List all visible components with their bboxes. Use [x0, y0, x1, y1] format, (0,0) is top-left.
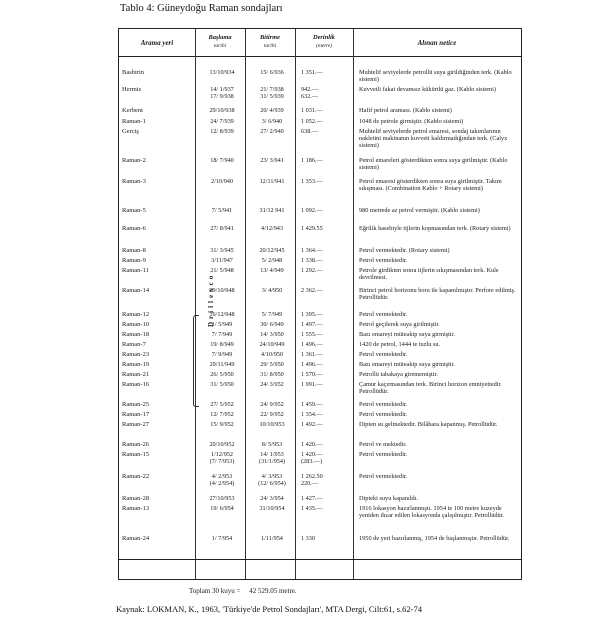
depth-value: 1 351.— — [301, 69, 323, 76]
depth-value: 1 459.— — [301, 401, 323, 408]
end-date: 4/12/943 — [260, 225, 283, 232]
end-date: 24/ 3/954 — [260, 495, 284, 502]
end-date: 4/10/950 — [260, 351, 283, 358]
result-text: Petrol vermektedir. — [359, 411, 408, 418]
result-text: Muhtelif seviyelerde petrollü suya girildiğinden terk. (Kablo sistemi) — [359, 69, 512, 84]
end-date: 1/11/954 — [261, 535, 283, 542]
header-end — [245, 34, 295, 50]
depth-value: 1 427.— — [301, 495, 323, 502]
start-date: 2/10/940 — [210, 178, 233, 185]
depth-value: 1 353.— — [301, 178, 323, 185]
well-name: Raman-19 — [122, 361, 150, 368]
result-text: Petrollü tabakaya girememiştir. — [359, 371, 438, 378]
start-date: 31/ 3/945 — [210, 247, 234, 254]
depth-value: 1 555.— — [301, 331, 323, 338]
start-date: 7/ 9/949 — [211, 351, 233, 358]
depth-value: 1 186.— — [301, 157, 323, 164]
end-date: 4/ 3/953 (12/ 6/954) — [258, 473, 286, 488]
result-text: Petrol vermektedir. — [359, 257, 408, 264]
result-text: Petrol vermektedir. — [359, 311, 408, 318]
end-date: 14/ 3/950 — [260, 331, 284, 338]
depth-value: 1 991.— — [301, 381, 323, 388]
result-text: Petrol vermektedir. — [359, 351, 408, 358]
well-name: Raman-13 — [122, 505, 150, 512]
result-text: Petrole girdikten sonra tijlerin sıkışmasından terk. Kule devrilmesi. — [359, 267, 499, 282]
start-date: 14/ 1/937 17/ 9/938 — [210, 86, 234, 101]
column-divider — [295, 29, 296, 579]
well-name: Raman-24 — [122, 535, 150, 542]
header-start-sub: tarihi — [213, 43, 227, 49]
end-date: 30/ 6/949 — [260, 321, 284, 328]
end-date: 3/ 4/950 — [261, 287, 283, 294]
end-date: 15/ 6/936 — [260, 69, 284, 76]
well-name: Raman-9 — [122, 257, 146, 264]
well-name: Raman-17 — [122, 411, 150, 418]
depth-value: 942.— 632.— — [301, 86, 319, 101]
well-name: Raman-27 — [122, 421, 150, 428]
end-date: 12/11/941 — [259, 178, 285, 185]
result-text: Petrol emaresi gösterdikten sonra suya girilmiştir. Takım sıkışması. (Combination Kablo + Rotary sistemi) — [359, 178, 502, 193]
result-text: Petrol vermektedir. — [359, 451, 408, 458]
depth-value: 1 395.— — [301, 311, 323, 318]
start-date: 7/ 7/949 — [211, 331, 233, 338]
result-text: Eğrilik hasebiyle tijlerin kopmasından terk. (Rotary sistemi) — [359, 225, 511, 232]
depth-value: 1 361.— — [301, 351, 323, 358]
result-text: Dipten su gelmektedir. Bilâhara kapanmış. Petrollüdür. — [359, 421, 498, 428]
end-date: 3/ 6/940 — [261, 118, 283, 125]
end-date: 23/ 3/941 — [260, 157, 284, 164]
end-date: 21/ 7/938 31/ 5/939 — [260, 86, 284, 101]
result-text: Petrol vermektedir. — [359, 401, 408, 408]
well-name: Raman-21 — [122, 371, 150, 378]
depth-value: 1 354.— — [301, 411, 323, 418]
header-name: Arama yeri — [140, 39, 174, 47]
start-date: 27/10/953 — [209, 495, 235, 502]
end-date: 24/ 9/952 — [260, 401, 284, 408]
depth-value: 1 497.— — [301, 321, 323, 328]
result-text: Petrol vermektedir. — [359, 473, 408, 480]
end-date: 27/ 2/940 — [260, 128, 284, 135]
end-date: 31/12 941 — [259, 207, 285, 214]
well-name: Kerbent — [122, 107, 143, 114]
depth-value: 1 092.— — [301, 207, 323, 214]
start-date: 29/10/948 — [209, 287, 235, 294]
end-date: 29/ 5/950 — [260, 361, 284, 368]
well-name: Raman-16 — [122, 381, 150, 388]
result-text: 1048 de petrole girmiştir. (Kablo sistemi) — [359, 118, 464, 125]
start-date: 21/ 5/948 — [210, 267, 234, 274]
start-date: 1/ 7/954 — [211, 535, 233, 542]
header-start-label: Başlama — [208, 34, 232, 41]
result-text: 1950 de yeri hazırlanmış, 1954 de başlanmıştır. Petrollüdür. — [359, 535, 510, 542]
well-name: Raman-5 — [122, 207, 146, 214]
depth-value: 1 496.— — [301, 361, 323, 368]
footer-divider — [119, 559, 521, 560]
header-depth-label: Derinlik — [312, 34, 335, 41]
well-name: Raman-15 — [122, 451, 150, 458]
well-name: Raman-2 — [122, 157, 146, 164]
start-date: 29/11/949 — [209, 361, 235, 368]
end-date: 8/ 5/953 — [261, 441, 283, 448]
total-label: Toplam 30 kuyu = — [189, 587, 241, 595]
result-text: Kuvvetli fakat devamsız kükürtlü gaz. (Kablo sistemi) — [359, 86, 496, 93]
well-name: Raman-10 — [122, 321, 150, 328]
total-line — [189, 587, 297, 595]
end-date: 5/ 2/948 — [261, 257, 283, 264]
header-depth — [295, 34, 353, 50]
well-name: Raman-6 — [122, 225, 146, 232]
depth-value: 1 262.50 220.— — [301, 473, 323, 488]
depth-value: 638.— — [301, 128, 319, 135]
start-date: 16/12/948 — [209, 311, 235, 318]
well-name: Gerciş — [122, 128, 139, 135]
result-text: Petrol vermektedir. (Rotary sistemi) — [359, 247, 450, 254]
well-name: Raman-3 — [122, 178, 146, 185]
depth-value: 1 292.— — [301, 267, 323, 274]
header-start — [195, 34, 245, 50]
header-end-sub: tarihi — [263, 43, 277, 49]
start-date: 27/ 8/941 — [210, 225, 234, 232]
column-divider — [195, 29, 196, 579]
depth-value: 2 362.— — [301, 287, 323, 294]
well-name: Raman-25 — [122, 401, 150, 408]
well-name: Raman-11 — [122, 267, 149, 274]
start-date: 13/10/934 — [209, 69, 235, 76]
start-date: 1/ 5/949 — [211, 321, 233, 328]
end-date: 20/ 4/939 — [260, 107, 284, 114]
well-name: Raman-8 — [122, 247, 146, 254]
end-date: 31/ 8/950 — [260, 371, 284, 378]
well-name: Raman-23 — [122, 351, 150, 358]
well-name: Raman-1 — [122, 118, 146, 125]
source-note: Kaynak: LOKMAN, K., 1963, 'Türkiye'de Petrol Sondajları', MTA Dergi, Cilt:61, s.62-74 — [116, 604, 422, 614]
result-text: Birinci petrol horizonu boru ile kapanılmıştır. Perfore edilmiş. Petrollüdür. — [359, 287, 516, 302]
column-divider — [245, 29, 246, 579]
well-name: Raman-14 — [122, 287, 150, 294]
start-date: 19/ 8/949 — [210, 341, 234, 348]
result-text: Petrol emareleri gösterdikten sonra suya girilmiştir. (Kablo sistemi) — [359, 157, 508, 172]
header-depth-sub: (metre) — [316, 43, 332, 49]
page-caption: Tablo 4: Güneydoğu Raman sondajları — [120, 3, 283, 14]
start-date: 26/ 5/950 — [210, 371, 234, 378]
well-name: Raman-18 — [122, 331, 150, 338]
well-name: Raman-26 — [122, 441, 150, 448]
depth-value: 1 496.— — [301, 341, 323, 348]
start-date: 12/ 7/952 — [210, 411, 234, 418]
start-date: 24/ 7/939 — [210, 118, 234, 125]
depth-value: 1 330 — [301, 535, 315, 542]
start-date: 7/ 5/941 — [211, 207, 233, 214]
raman-table — [118, 28, 522, 595]
result-text: Dipteki suyu kapanıldı. — [359, 495, 418, 502]
column-divider — [353, 29, 354, 579]
result-text: Petrol geçilerek suya girilmiştir. — [359, 321, 440, 328]
depth-value: 1 364.— — [301, 247, 323, 254]
depth-value: 1 052.— — [301, 118, 323, 125]
result-text: 1916 lokasyon hazırlanmıştı. 1954 te 100 metre kuzeyde yeniden ihzar edilen lokasyonda çalışılmıştır. Petrollüdür. — [359, 505, 504, 520]
depth-value: 1 429.55 — [301, 225, 323, 232]
result-text: Bazı emareyi müteakip suya girmiştir. — [359, 361, 456, 368]
depth-value: 1 570.— — [301, 371, 323, 378]
depth-value: 1 492.— — [301, 421, 323, 428]
well-name: Raman-22 — [122, 473, 150, 480]
header-end-label: Bitirme — [260, 34, 280, 41]
depth-value: 1 435.— — [301, 505, 323, 512]
well-name: Raman-7 — [122, 341, 146, 348]
start-date: 15/ 9/952 — [210, 421, 234, 428]
start-date: 20/10/952 — [209, 441, 235, 448]
result-text: Hafif petrol araması. (Kablo sistemi) — [359, 107, 452, 114]
driller-label: Drillexco — [207, 272, 215, 327]
start-date: 12/ 8/939 — [210, 128, 234, 135]
end-date: 24/10/949 — [259, 341, 285, 348]
end-date: 13/ 4/949 — [260, 267, 284, 274]
start-date: 31/ 5/950 — [210, 381, 234, 388]
header-divider — [119, 56, 521, 57]
start-date: 29/10/938 — [209, 107, 235, 114]
end-date: 10/10/953 — [259, 421, 285, 428]
header-result: Alınan netice — [417, 39, 457, 47]
depth-value: 1 338.— — [301, 257, 323, 264]
start-date: 3/11/947 — [211, 257, 233, 264]
well-name: Raman-12 — [122, 311, 150, 318]
end-date: 31/10/954 — [259, 505, 285, 512]
start-date: 1/12/952 (7/ 7/953) — [209, 451, 235, 466]
start-date: 27/ 5/952 — [210, 401, 234, 408]
well-name: Raman-28 — [122, 495, 150, 502]
depth-value: 1 420.— (283.—) — [301, 451, 323, 466]
total-value: 42 529.05 metre. — [249, 587, 297, 595]
well-name: Basbirin — [122, 69, 145, 76]
result-text: 980 metrede az petrol vermiştir. (Kablo sistemi) — [359, 207, 480, 214]
result-text: Çamur kaçırmasından terk. Birinci horizon emniyettedir. Petrollüdür. — [359, 381, 502, 396]
result-text: Bazı emareyi müteakip suya girmiştir. — [359, 331, 456, 338]
end-date: 5/ 7/949 — [261, 311, 283, 318]
start-date: 19/ 6/954 — [210, 505, 234, 512]
result-text: 1420 de petrol, 1444 te tuzlu su. — [359, 341, 441, 348]
result-text: Petrol ve mektedir. — [359, 441, 407, 448]
end-date: 14/ 1/953 (31/1/954) — [258, 451, 286, 466]
result-text: Muhtelif seviyelerde petrol emaresi, sondaj takımlarının nakletini makinanın kuvveti kaldırmadığından terk. (Calyx sistemi) — [359, 128, 508, 150]
start-date: 4/ 2/953 (4/ 2/954) — [209, 473, 235, 488]
depth-value: 1 420.— — [301, 441, 323, 448]
end-date: 22/ 9/952 — [260, 411, 284, 418]
end-date: 24/ 3/952 — [260, 381, 284, 388]
end-date: 20/12/945 — [259, 247, 285, 254]
depth-value: 1 031.— — [301, 107, 323, 114]
start-date: 18/ 7/940 — [210, 157, 234, 164]
well-name: Hermis — [122, 86, 142, 93]
